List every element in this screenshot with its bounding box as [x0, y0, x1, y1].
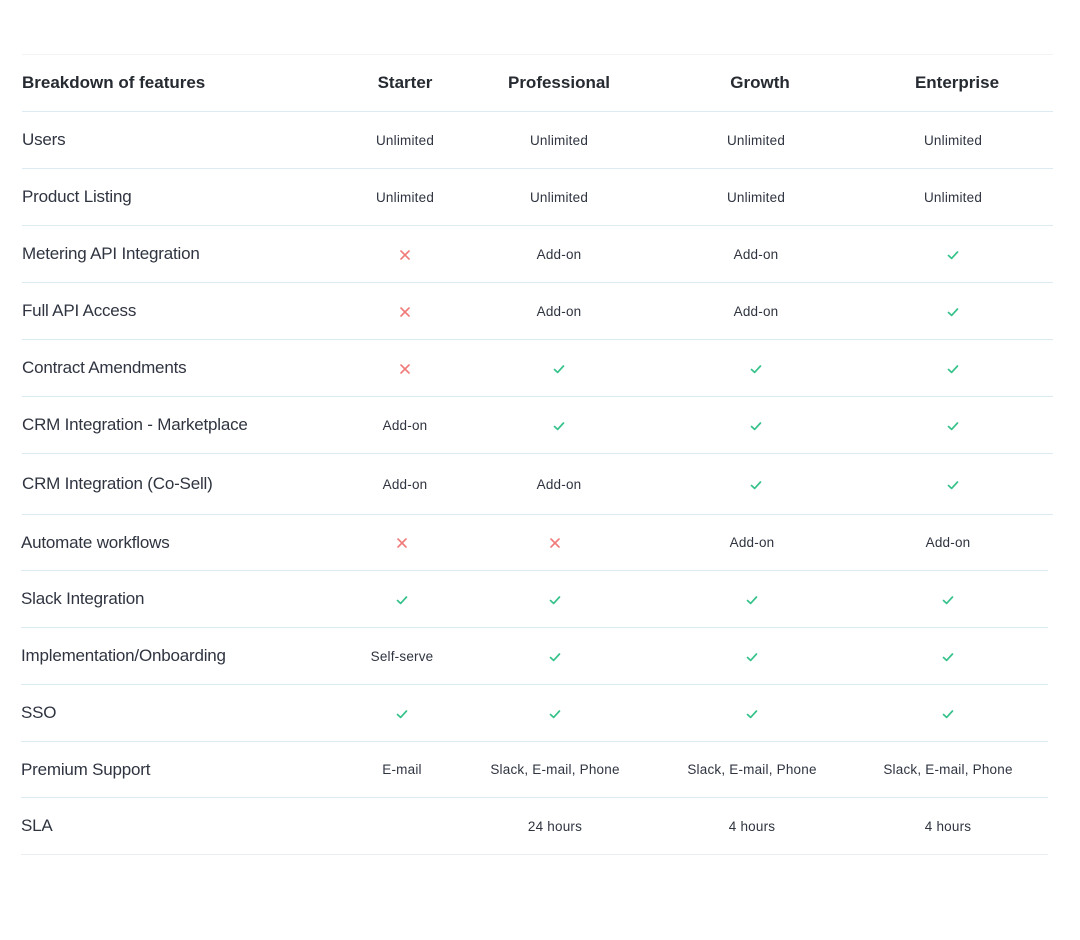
enterprise-check-icon	[941, 591, 955, 606]
professional-check-icon	[552, 417, 566, 432]
table-row	[21, 742, 1048, 798]
header-starter: Starter	[377, 72, 433, 92]
feature-label: Contract Amendments	[22, 358, 187, 377]
starter-value: Add-on	[382, 417, 428, 433]
starter-cross-icon	[398, 360, 412, 375]
professional-cross-icon	[548, 535, 562, 550]
enterprise-check-icon	[941, 705, 955, 720]
growth-check-icon	[745, 591, 759, 606]
table-row	[21, 685, 1048, 742]
growth-value: Unlimited	[726, 132, 786, 148]
growth-value: Slack, E-mail, Phone	[687, 762, 817, 777]
enterprise-check-icon	[946, 360, 960, 375]
growth-check-icon	[745, 705, 759, 720]
feature-label: Full API Access	[22, 301, 137, 320]
header-enterprise: Enterprise	[914, 72, 1000, 92]
table-row	[21, 628, 1048, 685]
table-row	[21, 798, 1048, 855]
professional-value: Add-on	[536, 303, 582, 319]
professional-check-icon	[548, 591, 562, 606]
enterprise-value: Unlimited	[923, 189, 983, 205]
table-row	[22, 169, 1053, 226]
table-row	[22, 454, 1053, 515]
feature-label: CRM Integration (Co-Sell)	[22, 474, 213, 493]
starter-value: Unlimited	[375, 189, 435, 205]
feature-label: CRM Integration - Marketplace	[22, 415, 248, 434]
professional-check-icon	[548, 705, 562, 720]
growth-check-icon	[745, 648, 759, 663]
professional-value: 24 hours	[527, 818, 583, 834]
features-comparison-table	[22, 54, 1053, 855]
growth-check-icon	[749, 360, 763, 375]
starter-value: E-mail	[382, 762, 422, 777]
growth-check-icon	[749, 417, 763, 432]
table-row	[22, 283, 1053, 340]
professional-value: Unlimited	[529, 132, 589, 148]
starter-check-icon	[395, 591, 409, 606]
feature-label: Automate workflows	[21, 532, 170, 552]
feature-label: SSO	[21, 703, 57, 722]
enterprise-value: Unlimited	[923, 132, 983, 148]
enterprise-check-icon	[941, 648, 955, 663]
table-row	[21, 515, 1048, 571]
starter-check-icon	[395, 705, 409, 720]
professional-check-icon	[552, 360, 566, 375]
feature-label: Implementation/Onboarding	[21, 646, 226, 665]
header-growth: Growth	[730, 72, 790, 92]
feature-label: Users	[22, 130, 66, 149]
table-row	[22, 340, 1053, 397]
growth-value: Add-on	[733, 246, 779, 262]
table-header-row	[22, 54, 1053, 112]
enterprise-check-icon	[946, 476, 960, 491]
growth-value: Unlimited	[726, 189, 786, 205]
table-row	[22, 112, 1053, 169]
header-professional: Professional	[507, 72, 611, 92]
enterprise-value: 4 hours	[924, 818, 972, 834]
professional-value: Unlimited	[529, 189, 589, 205]
growth-check-icon	[749, 476, 763, 491]
table-row	[22, 397, 1053, 454]
starter-cross-icon	[398, 246, 412, 261]
enterprise-check-icon	[946, 417, 960, 432]
feature-label: Product Listing	[22, 187, 132, 206]
growth-value: 4 hours	[728, 818, 776, 834]
table-row	[21, 571, 1048, 628]
starter-value: Unlimited	[375, 132, 435, 148]
enterprise-value: Add-on	[925, 535, 971, 550]
feature-label: Slack Integration	[21, 589, 145, 608]
table-row	[22, 226, 1053, 283]
professional-value: Add-on	[536, 476, 582, 492]
starter-cross-icon	[398, 303, 412, 318]
feature-label: Premium Support	[21, 759, 151, 779]
enterprise-check-icon	[946, 246, 960, 261]
feature-label: SLA	[21, 816, 53, 835]
enterprise-check-icon	[946, 303, 960, 318]
starter-value: Add-on	[382, 476, 428, 492]
starter-cross-icon	[395, 535, 409, 550]
growth-value: Add-on	[729, 535, 775, 550]
professional-check-icon	[548, 648, 562, 663]
enterprise-value: Slack, E-mail, Phone	[883, 762, 1013, 777]
growth-value: Add-on	[733, 303, 779, 319]
professional-value: Slack, E-mail, Phone	[490, 762, 620, 777]
header-feature: Breakdown of features	[22, 72, 206, 92]
feature-label: Metering API Integration	[22, 244, 200, 263]
starter-value: Self-serve	[370, 648, 434, 664]
professional-value: Add-on	[536, 246, 582, 262]
